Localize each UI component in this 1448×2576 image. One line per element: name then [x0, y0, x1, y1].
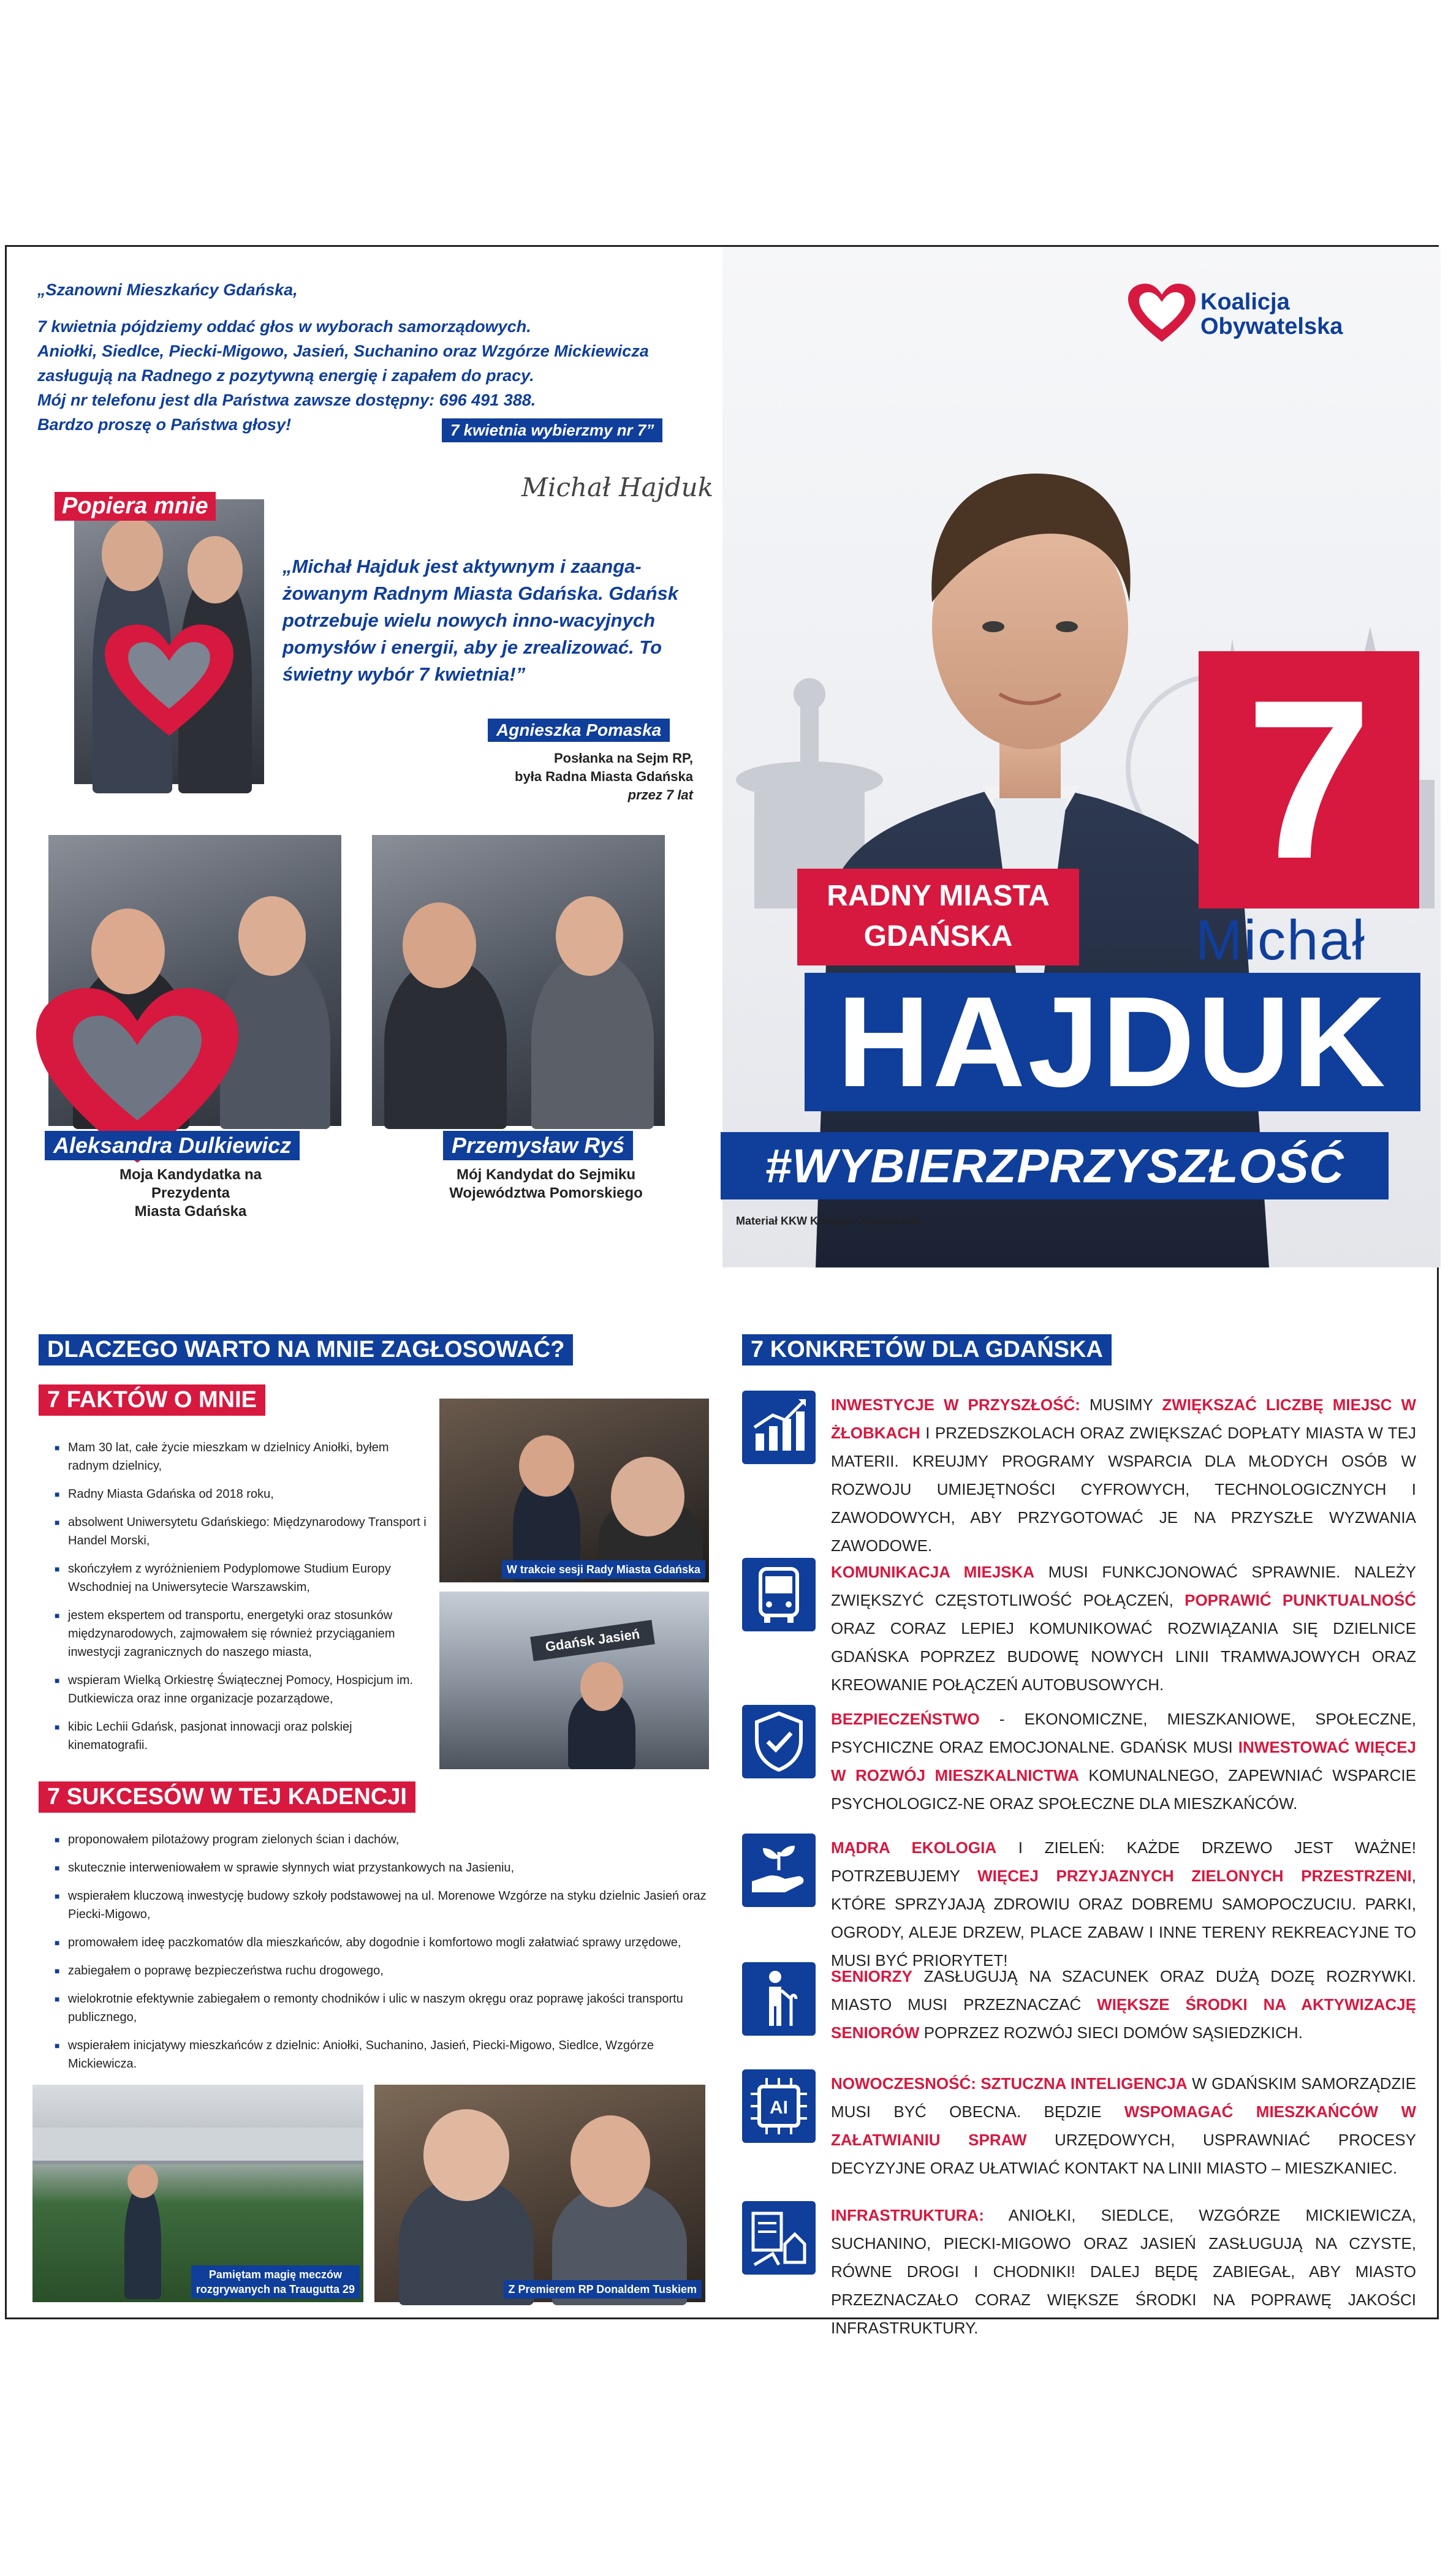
role-badge	[797, 869, 1079, 965]
keyword: WIĘCEJ PRZYJAZNYCH ZIELONYCH PRZESTRZENI	[977, 1867, 1412, 1885]
photo-caption-line: Pamiętam magię meczów	[208, 2268, 342, 2281]
jasien-station-photo	[439, 1592, 709, 1769]
supporter-caption-line: Miasta Gdańska	[134, 1203, 247, 1220]
bus-icon	[742, 1558, 816, 1631]
endorsement-quote: „Michał Hajduk jest aktywnym i zaanga-żowanym Radnym Miasta Gdańska. Gdańsk potrzebuje wielu nowych inno-wacyjnych pomysłów i energii, aby je zrealizować. To świetny wybór 7 kwietnia!”	[282, 556, 679, 685]
keyword: WSPOMAGAĆ MIESZKAŃCÓW W ZAŁATWIANIU SPRAW	[831, 2102, 1416, 2149]
concrete-item	[742, 1962, 1416, 2054]
candidate-first-name: Michał	[1196, 909, 1366, 972]
body-text: MUSI FUNKCJONOWAĆ SPRAWNIE. NALEŻY ZWIĘKSZYĆ CZĘSTOTLIWOŚĆ POŁĄCZEŃ,	[831, 1563, 1417, 1609]
endorser-role	[472, 749, 693, 804]
keyword: MĄDRA EKOLOGIA	[831, 1838, 997, 1857]
body-text: I PRZEDSZKOLACH ORAZ ZWIĘKSZAĆ DOPŁATY MIASTA W TEJ MATERII. KREUJMY PROGRAMY WSPARCIA DLA MŁODYCH OSÓB W ROZWOJU UMIEJĘTNOŚCI CYFROWYCH, TECHNOLOGICZNYCH I ZAWODOWYCH, ABY PRZYGOTOWAĆ JE NA PRZYSZŁE WYZWANIA ZAWODOWE.	[831, 1424, 1416, 1555]
hand-plant-icon	[742, 1834, 816, 1907]
letter-line: Mój nr telefonu jest dla Państwa zawsze dostępny: 696 491 388.	[37, 391, 536, 409]
concrete-item-text	[831, 2069, 1416, 2182]
keyword: ZWIĘKSZAĆ LICZBĘ MIEJSC W ŻŁOBKACH	[831, 1396, 1416, 1442]
supporter-caption-line: Moja Kandydatka na Prezydenta	[119, 1166, 262, 1201]
supporter-name: Przemysław Ryś	[443, 1131, 633, 1160]
keyword: KOMUNIKACJA MIEJSKA	[831, 1563, 1035, 1581]
letter-line: Aniołki, Siedlce, Piecki-Migowo, Jasień, Suchanino oraz Wzgórze Mickiewicza	[37, 342, 649, 360]
endorser-role-line: przez 7 lat	[627, 787, 693, 803]
stadium-photo	[32, 2085, 363, 2302]
list-item: ■ wspieram Wielką Orkiestrę Świątecznej Pomocy, Hospicjum im. Dutkiewicza oraz inne organizacje pozarządowe,	[55, 1671, 428, 1708]
list-item: ■ proponowałem pilotażowy program zielonych ścian i dachów,	[55, 1830, 710, 1849]
letter-line: Bardzo proszę o Państwa głosy!	[37, 415, 292, 434]
body-text: , KTÓRE SPRZYJAJĄ ZDROWIU ORAZ DOBREMU SAMOPOCZUCIU. PARKI, OGRODY, ALEJE DRZEW, PLACE ZABAW I INNE TERENY REKREACYJNE TO MUSI BYĆ PRIORYTET!	[831, 1867, 1416, 1970]
list-item: ■ promowałem ideę paczkomatów dla mieszkańców, aby dogodnie i komfortowo mogli załatwiać sprawy urzędowe,	[55, 1933, 710, 1952]
endorser-role-line: była Radna Miasta Gdańska	[515, 769, 693, 784]
role-line1: RADNY MIASTA	[827, 880, 1050, 912]
list-item: ■ zabiegałem o poprawę bezpieczeństwa ruchu drogowego,	[55, 1962, 710, 1980]
concrete-item-text	[831, 1558, 1416, 1699]
body-text: POPRZEZ ROZWÓJ SIECI DOMÓW SĄSIEDZKICH.	[919, 2023, 1303, 2042]
heart-logo-icon	[1128, 284, 1196, 345]
list-item: ■ wspierałem inicjatywy mieszkańców z dzielnic: Aniołki, Suchanino, Jasień, Piecki-Migowo, Siedlce, Wzgórze Mickiewicza.	[55, 2036, 710, 2073]
council-session-photo	[439, 1399, 709, 1582]
concrete-item-text	[831, 1834, 1416, 1974]
letter-line: zasługują na Radnego z pozytywną energię i zapałem do pracy.	[37, 366, 534, 385]
list-item: ■ absolwent Uniwersytetu Gdańskiego: Międzynarodowy Transport i Handel Morski,	[55, 1513, 428, 1550]
keyword: INFRASTRUKTURA:	[831, 2206, 984, 2224]
body-text: ZASŁUGUJĄ NA SZACUNEK ORAZ DUŻĄ DOZĘ ROZRYWKI. MIASTO MUSI PRZEZNACZAĆ	[831, 1967, 1416, 2014]
concrete-item	[742, 1558, 1417, 1694]
campaign-poster	[5, 245, 1439, 2337]
tusk-photo	[374, 2085, 705, 2302]
list-item: ■ skutecznie interweniowałem w sprawie słynnych wiat przystankowych na Jasieniu,	[55, 1859, 710, 1877]
list-item: ■ jestem ekspertem od transportu, energetyki oraz stosunków międzynarodowych, zajmowałem się również przyciąganiem inwestycji zagranicznych do naszego miasta,	[55, 1606, 428, 1661]
ballot-number: 7	[1199, 651, 1419, 908]
concrete-item-text	[831, 1391, 1416, 1560]
supporter-caption	[80, 1166, 301, 1221]
keyword: WIĘKSZE ŚRODKI NA AKTYWIZACJĘ SENIORÓW	[831, 1995, 1416, 2042]
concrete-item	[742, 1834, 1416, 1970]
supporter-caption	[436, 1166, 656, 1203]
endorser-name: Agnieszka Pomaska	[488, 719, 670, 742]
koalicja-obywatelska-logo	[1128, 284, 1343, 345]
growth-chart-icon	[742, 1391, 816, 1464]
body-text: KOMUNALNEGO, ZAPEWNIAĆ WSPARCIE PSYCHOLOGICZ-NE ORAZ SPOŁECZNE DLA MIESZKAŃCÓW.	[831, 1766, 1417, 1813]
concrete-item	[742, 1705, 1416, 1821]
keyword: POPRAWIĆ PUNKTUALNOŚĆ	[1185, 1591, 1416, 1609]
candidate-last-name: HAJDUK	[805, 973, 1420, 1111]
keyword: NOWOCZESNOŚĆ: SZTUCZNA INTELIGENCJA	[831, 2074, 1188, 2093]
facts-heading: 7 FAKTÓW O MNIE	[39, 1384, 265, 1416]
list-item: ■ Mam 30 lat, całe życie mieszkam w dzielnicy Aniołki, byłem radnym dzielnicy,	[55, 1438, 428, 1475]
endorsement-photo	[74, 499, 264, 784]
endorsement-label: Popiera mnie	[55, 492, 216, 521]
infrastructure-icon	[742, 2201, 816, 2275]
list-item: ■ skończyłem z wyróżnieniem Podyplomowe Studium Europy Wschodniej na Uniwersytecie Warszawskim,	[55, 1560, 428, 1596]
successes-list	[55, 1830, 710, 2083]
facts-list	[55, 1438, 428, 1764]
concrete-item	[742, 1391, 1416, 1555]
keyword: INWESTOWAĆ WIĘCEJ W ROZWÓJ MIESZKALNICTWA	[831, 1738, 1416, 1785]
body-text: URZĘDOWYCH, USPRAWNIAĆ PROCESY DECYZYJNE ORAZ UŁATWIAĆ KONTAKT NA LINII MIASTO – MIESZKANIEC.	[831, 2131, 1416, 2177]
concrete-item	[742, 2069, 1416, 2186]
supporter-name: Aleksandra Dulkiewicz	[45, 1131, 300, 1160]
supporter-caption-line: Mój Kandydat do Sejmiku	[456, 1166, 636, 1183]
station-sign: Gdańsk Jasień	[530, 1620, 655, 1661]
keyword: SENIORZY	[831, 1967, 912, 1985]
body-text: I ZIELEŃ: KAŻDE DRZEWO JEST WAŻNE! POTRZEBUJEMY	[831, 1838, 1416, 1885]
material-note: Materiał KKW Koalicja Obywatelska	[736, 1215, 923, 1227]
heart-frame-icon	[105, 622, 233, 744]
vote-tag: 7 kwietnia wybierzmy nr 7”	[442, 418, 662, 442]
success-heading: 7 SUKCESÓW W TEJ KADENCJI	[39, 1781, 415, 1813]
senior-icon	[742, 1962, 816, 2036]
body-text: W GDAŃSKIM SAMORZĄDZIE MUSI BYĆ OBECNA. BĘDZIE	[831, 2074, 1416, 2121]
concrete-heading: 7 KONKRETÓW DLA GDAŃSKA	[742, 1334, 1112, 1365]
keyword: BEZPIECZEŃSTWO	[831, 1710, 980, 1728]
body-text: ORAZ CORAZ LEPIEJ KOMUNIKOWAĆ ROZWIĄZANIA SIĘ DZIELNICE GDAŃSKA POPRZEZ BUDOWĘ NOWYCH LINII TRAMWAJOWYCH ORAZ KREOWANIE POŁĄCZEŃ AUTOBUSOWYCH.	[831, 1619, 1416, 1694]
supporter-photo-rys	[372, 835, 665, 1126]
signature: Michał Hajduk	[521, 472, 714, 502]
logo-line1: Koalicja	[1200, 289, 1290, 315]
keyword: INWESTYCJE W PRZYSZŁOŚĆ:	[831, 1396, 1080, 1414]
logo-line2: Obywatelska	[1200, 314, 1343, 339]
list-item: ■ wielokrotnie efektywnie zabiegałem o remonty chodników i ulic w naszym okręgu oraz poprawę jakości transportu publicznego,	[55, 1990, 710, 2026]
letter-line: 7 kwietnia pójdziemy oddać głos w wyborach samorządowych.	[37, 317, 531, 336]
list-item: ■ Radny Miasta Gdańska od 2018 roku,	[55, 1485, 428, 1503]
body-text: MUSIMY	[1080, 1396, 1162, 1414]
concrete-item-text	[831, 1962, 1416, 2047]
photo-caption: Z Premierem RP Donaldem Tuskiem	[504, 2280, 702, 2298]
list-item: ■ kibic Lechii Gdańsk, pasjonat innowacji oraz polskiej kinematografii.	[55, 1718, 428, 1754]
list-item: ■ wspierałem kluczową inwestycję budowy szkoły podstawowej na ul. Morenowe Wzgórze na styku dzielnic Jasień oraz Piecki-Migowo,	[55, 1887, 710, 1924]
endorser-role-line: Posłanka na Sejm RP,	[553, 750, 693, 766]
why-heading: DLACZEGO WARTO NA MNIE ZAGŁOSOWAĆ?	[39, 1334, 573, 1365]
role-line2: GDAŃSKA	[863, 920, 1013, 953]
photo-caption: W trakcie sesji Rady Miasta Gdańska	[502, 1560, 705, 1579]
ai-chip-icon	[742, 2069, 816, 2143]
svg-text:AI: AI	[770, 2098, 788, 2118]
body-text: ANIOŁKI, SIEDLCE, WZGÓRZE MICKIEWICZA, SUCHANINO, PIECKI-MIGOWO ORAZ JASIEŃ ZASŁUGUJĄ NA CZYSTE, RÓWNE DROGI I CHODNIKI! DALEJ BĘDĘ ZABIEGAŁ, ABY MIASTO PRZEZNACZAŁO CORAZ WIĘKSZE ŚRODKI NA POPRAWĘ JAKOŚCI INFRASTRUKTURY.	[831, 2206, 1416, 2337]
body-text: - EKONOMICZNE, MIESZKANIOWE, SPOŁECZNE, PSYCHICZNE ORAZ EMOCJONALNE. GDAŃSK MUSI	[831, 1710, 1416, 1756]
letter-block	[37, 278, 699, 437]
supporter-photo-dulkiewicz	[48, 835, 341, 1126]
concrete-item-text	[831, 1705, 1416, 1818]
supporter-caption-line: Województwa Pomorskiego	[449, 1185, 643, 1201]
campaign-hashtag: #WYBIERZPRZYSZŁOŚĆ	[721, 1132, 1389, 1199]
shield-check-icon	[742, 1705, 816, 1778]
photo-caption	[191, 2265, 360, 2298]
photo-caption-line: rozgrywanych na Traugutta 29	[195, 2283, 355, 2295]
concrete-item-text	[831, 2201, 1416, 2342]
letter-greeting: „Szanowni Mieszkańcy Gdańska,	[37, 281, 298, 299]
concrete-item	[742, 2201, 1416, 2337]
